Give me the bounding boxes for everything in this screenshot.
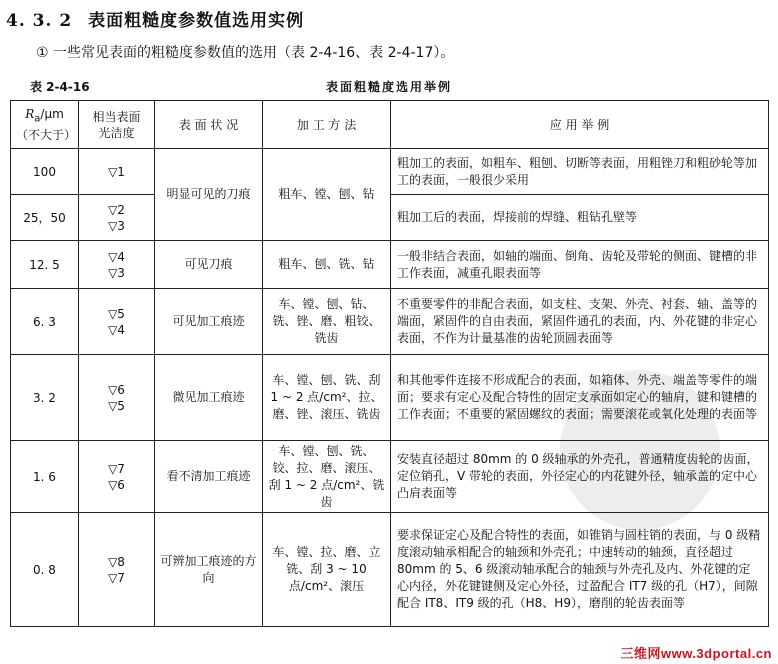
section-title: 表面粗糙度参数值选用实例 xyxy=(88,11,305,31)
method-cell: 车、镗、刨、铣、铰、拉、磨、滚压、刮 1 ~ 2 点/cm²、铣齿 xyxy=(263,441,391,513)
table-header-row xyxy=(11,101,769,149)
grade-cell: ▽5 ▽4 xyxy=(79,289,155,355)
table-row xyxy=(11,513,769,627)
application-cell: 一般非结合表面，如轴的端面、倒角、齿轮及带轮的侧面、键槽的非工作表面，减重孔眼表面等 xyxy=(391,241,769,289)
table-title: 表面粗糙度选用举例 xyxy=(325,80,452,94)
method-cell: 粗车、刨、铣、钻 xyxy=(263,241,391,289)
header-surface: 表 面 状 况 xyxy=(155,101,263,149)
method-cell: 车、镗、刨、铣、刮 1 ~ 2 点/cm²、拉、磨、锉、滚压、铣齿 xyxy=(263,355,391,441)
table-number: 表 2-4-16 xyxy=(30,80,90,94)
table-row xyxy=(11,355,769,441)
header-grade: 相当表面 光洁度 xyxy=(79,101,155,149)
table-row xyxy=(11,289,769,355)
section-heading xyxy=(6,6,304,31)
surface-cell: 明显可见的刀痕 xyxy=(155,149,263,241)
table-row xyxy=(11,441,769,513)
surface-cell: 微见加工痕迹 xyxy=(155,355,263,441)
ra-value: 100 xyxy=(11,149,79,195)
surface-cell: 可辨加工痕迹的方向 xyxy=(155,513,263,627)
surface-cell: 看不清加工痕迹 xyxy=(155,441,263,513)
application-cell: 要求保证定心及配合特性的表面，如锥销与圆柱销的表面，与 0 级精度滚动轴承相配合的轴颈和外壳孔；中速转动的轴颈，直径超过 80mm 的 5、6 级滚动轴承配合的轴颈与外壳孔及内、外花键的定心内径，外花键键侧及定心外径，过盈配合 IT7 级的孔（H7），间隙配合 IT8、IT9 级的孔（H8、H9），磨削的轮齿表面等 xyxy=(391,513,769,627)
surface-cell: 可见加工痕迹 xyxy=(155,289,263,355)
application-cell: 粗加工后的表面，焊接前的焊缝、粗钻孔壁等 xyxy=(391,195,769,241)
application-cell: 和其他零件连接不形成配合的表面，如箱体、外壳、端盖等零件的端面；要求有定心及配合特性的固定支承面如定心的轴肩，键和键槽的工作表面；不重要的紧固螺纹的表面；需要滚花或氧化处理的表面等 xyxy=(391,355,769,441)
grade-cell: ▽7 ▽6 xyxy=(79,441,155,513)
method-cell: 车、镗、刨、钻、铣、锉、磨、粗铰、铣齿 xyxy=(263,289,391,355)
method-cell: 车、镗、拉、磨、立铣、刮 3 ~ 10 点/cm²、滚压 xyxy=(263,513,391,627)
grade-cell: ▽4 ▽3 xyxy=(79,241,155,289)
method-cell: 粗车、镗、刨、钻 xyxy=(263,149,391,241)
ra-value: 12. 5 xyxy=(11,241,79,289)
surface-cell: 可见刀痕 xyxy=(155,241,263,289)
header-ra: $R_a/\mu m$ （不大于） xyxy=(11,101,79,149)
header-application: 应 用 举 例 xyxy=(391,101,769,149)
grade-cell: ▽6 ▽5 xyxy=(79,355,155,441)
ra-value: 3. 2 xyxy=(11,355,79,441)
header-method: 加 工 方 法 xyxy=(263,101,391,149)
application-cell: 不重要零件的非配合表面，如支柱、支架、外壳、衬套、轴、盖等的端面，紧固件的自由表面，紧固件通孔的表面，内、外花键的非定心表面，不作为计量基准的齿轮顶圆表面等 xyxy=(391,289,769,355)
application-cell: 粗加工的表面，如粗车、粗刨、切断等表面，用粗锉刀和粗砂轮等加工的表面，一般很少采用 xyxy=(391,149,769,195)
ra-value: 25，50 xyxy=(11,195,79,241)
roughness-table xyxy=(10,100,769,627)
site-watermark: 三维网www.3dportal.cn xyxy=(620,646,772,661)
ra-value: 6. 3 xyxy=(11,289,79,355)
grade-cell: ▽1 xyxy=(79,149,155,195)
section-number: 4. 3. 2 xyxy=(6,11,73,31)
application-cell: 安装直径超过 80mm 的 0 级轴承的外壳孔，普通精度齿轮的齿面，定位销孔，V 带轮的表面，外径定心的内花键外径，轴承盖的定中心凸肩表面等 xyxy=(391,441,769,513)
table-row xyxy=(11,149,769,195)
grade-cell: ▽8 ▽7 xyxy=(79,513,155,627)
intro-paragraph: ① 一些常见表面的粗糙度参数值的选用（表 2-4-16、表 2-4-17）。 xyxy=(36,45,455,61)
table-row xyxy=(11,241,769,289)
grade-cell: ▽2 ▽3 xyxy=(79,195,155,241)
table-caption xyxy=(10,78,768,96)
ra-value: 0. 8 xyxy=(11,513,79,627)
ra-value: 1. 6 xyxy=(11,441,79,513)
